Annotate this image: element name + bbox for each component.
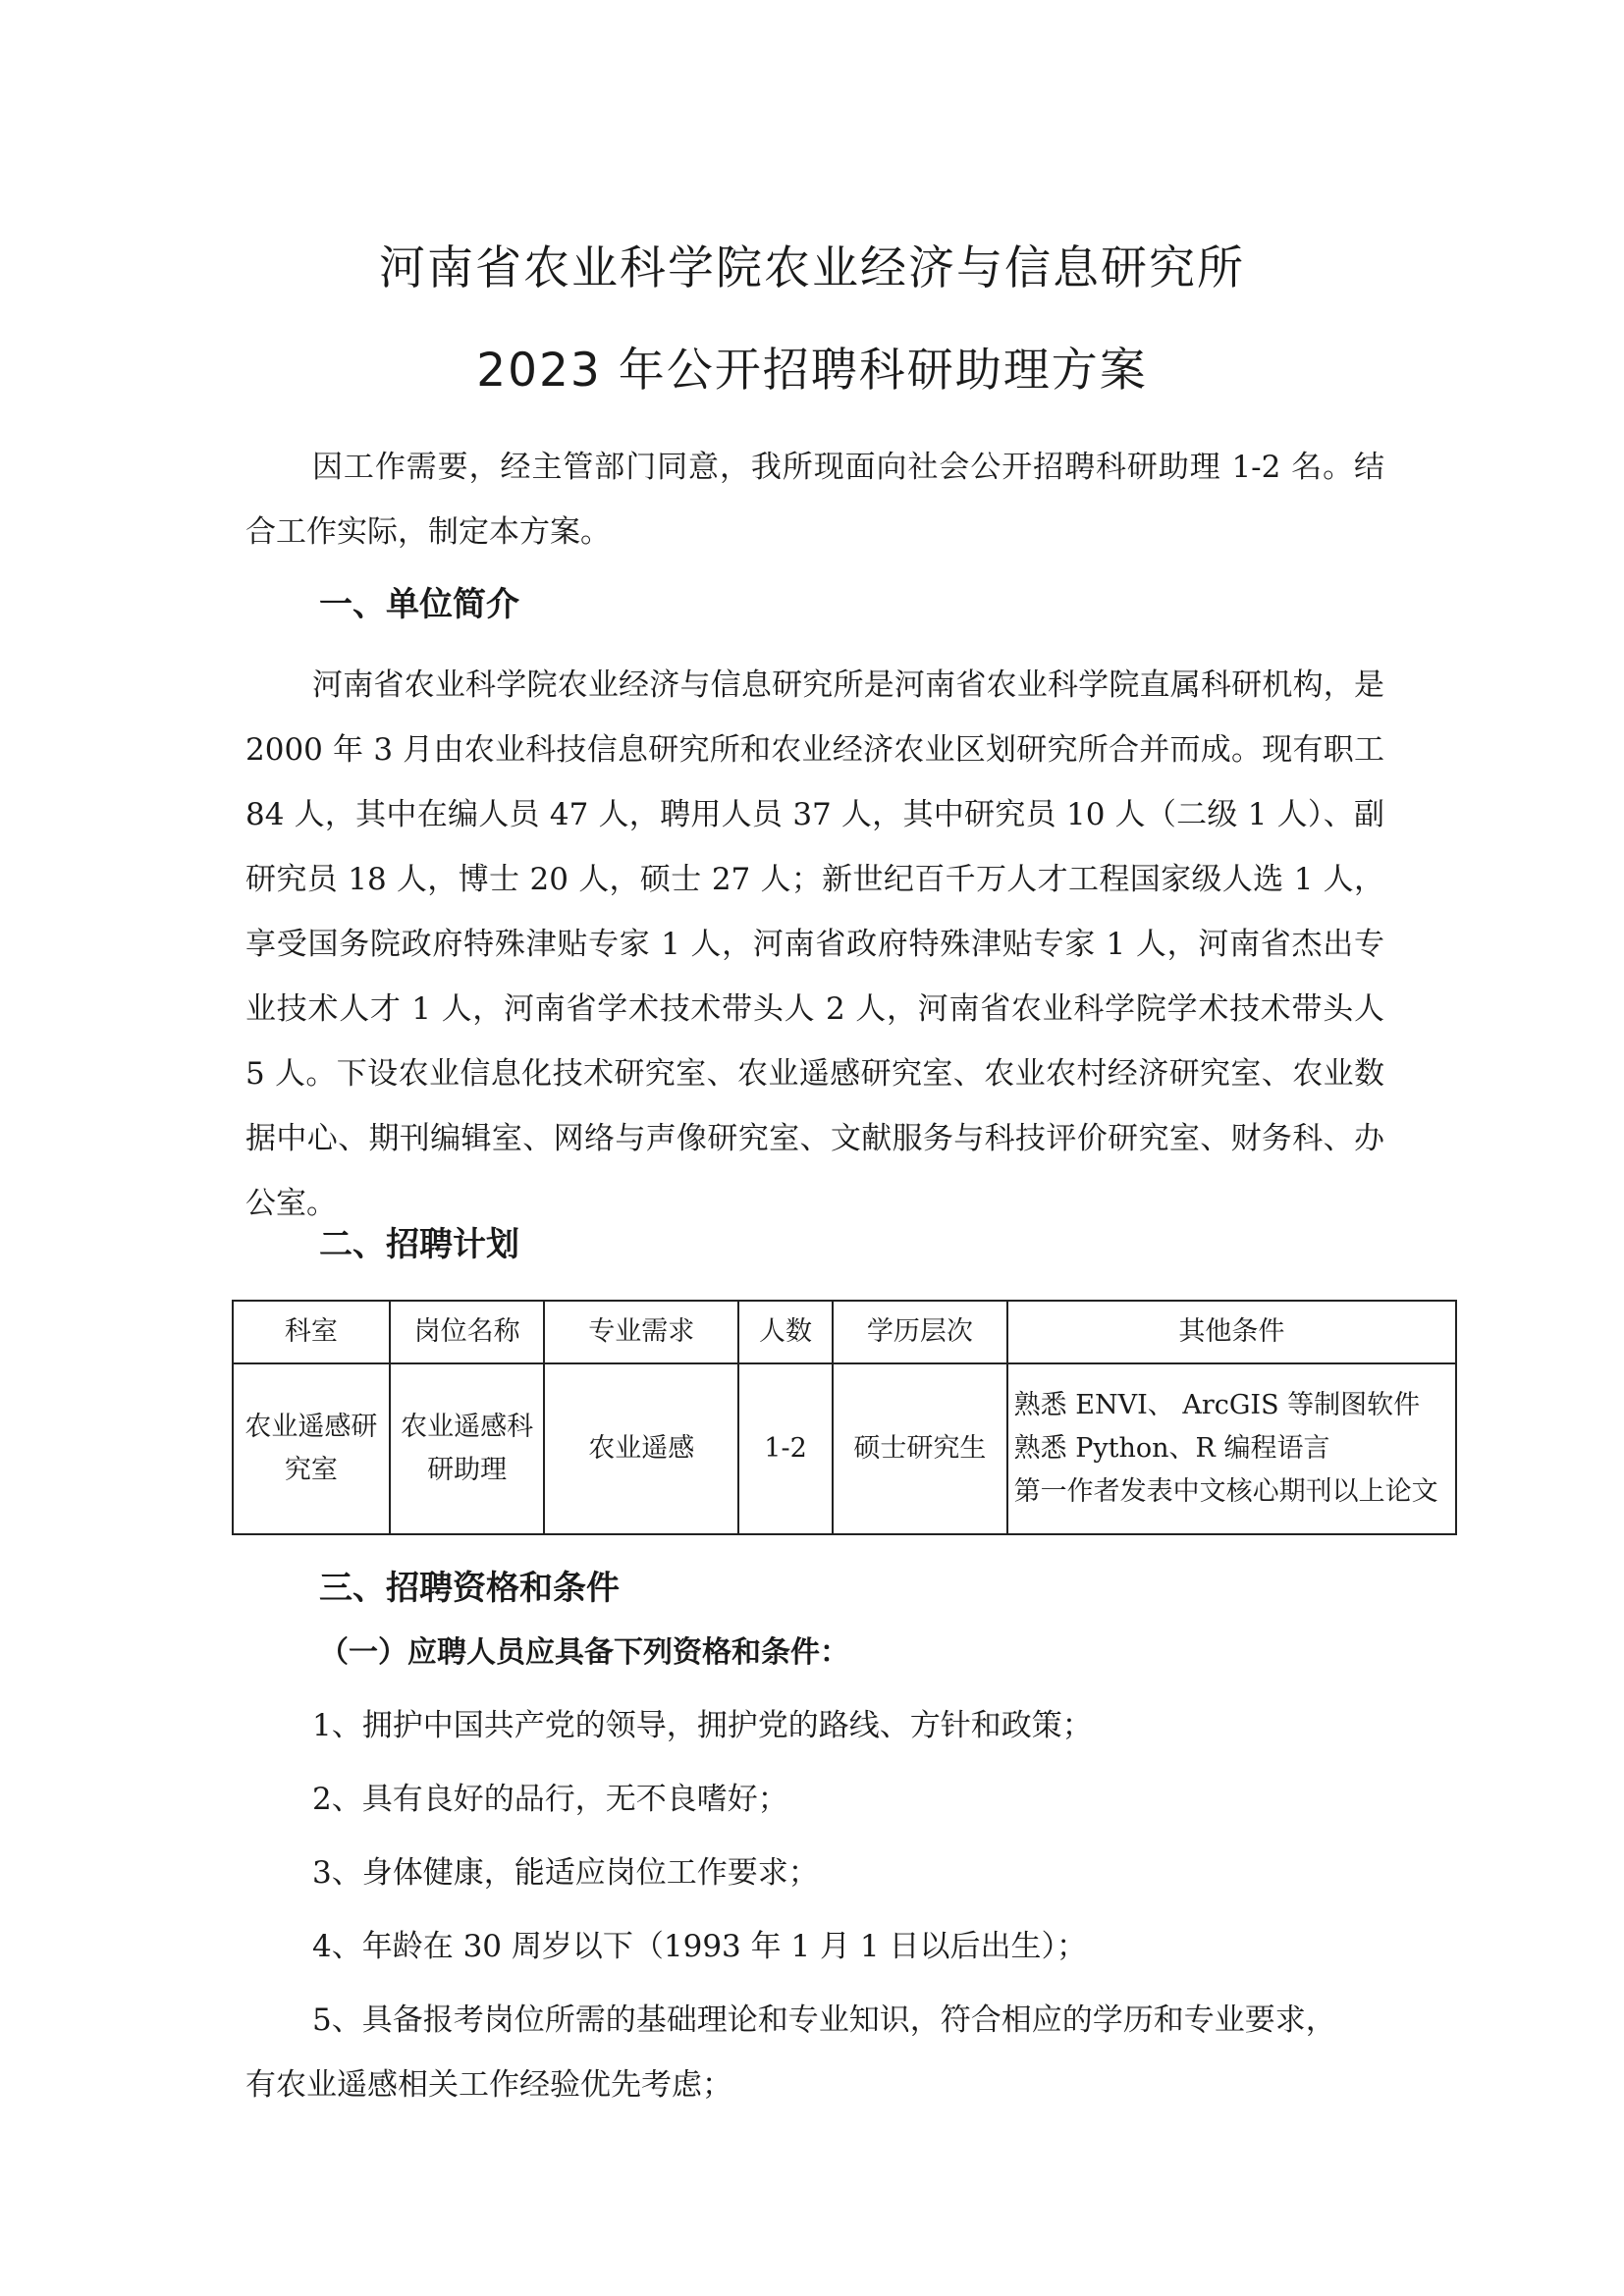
table-cell-conditions [1007, 1363, 1456, 1534]
qualification-item: 3、身体健康，能适应岗位工作要求； [312, 1855, 819, 1891]
qualification-item: 5、具备报考岗位所需的基础理论和专业知识，符合相应的学历和专业要求， [312, 2002, 1336, 2038]
table-row [233, 1363, 1456, 1534]
table-header-conditions: 其他条件 [1007, 1301, 1456, 1363]
section-heading-recruit-plan: 二、招聘计划 [319, 1225, 519, 1264]
table-cell-dept: 农业遥感研究室 [233, 1363, 390, 1534]
unit-intro-paragraph: 河南省农业科学院农业经济与信息研究所是河南省农业科学院直属科研机构，是 2000 年 3 月由农业科技信息研究所和农业经济农业区划研究所合并而成。现有职工 84 人，其中在编人员 47 人，聘用人员 37 人，其中研究员 10 人（二级 1 人）、副研究员 18 人，博士 20 人，硕士 27 人；新世纪百千万人才工程国家级人选 1 人，享受国务院政府特殊津贴专家 1 人，河南省政府特殊津贴专家 1 人，河南省杰出专业技术人才 1 人，河南省学术技术带头人 2 人，河南省农业科学院学术技术带头人 5 人。下设农业信息化技术研究室、农业遥感研究室、农业农村经济研究室、农业数据中心、期刊编辑室、网络与声像研究室、文献服务与科技评价研究室、财务科、办公室。 [245, 667, 1384, 1221]
qualification-item: 2、具有良好的品行，无不良嗜好； [312, 1782, 788, 1817]
qualification-item: 1、拥护中国共产党的领导，拥护党的路线、方针和政策； [312, 1708, 1093, 1743]
table-cell-position: 农业遥感科研助理 [390, 1363, 545, 1534]
table-header-position: 岗位名称 [390, 1301, 545, 1363]
table-header-dept: 科室 [233, 1301, 390, 1363]
table-cell-major: 农业遥感 [544, 1363, 738, 1534]
table-header-major: 专业需求 [544, 1301, 738, 1363]
table-header-education: 学历层次 [833, 1301, 1007, 1363]
document-title-line2: 2023 年公开招聘科研助理方案 [476, 344, 1148, 398]
qualification-item-continuation: 有农业遥感相关工作经验优先考虑； [245, 2067, 732, 2103]
table-header-row [233, 1301, 1456, 1363]
intro-paragraph: 因工作需要，经主管部门同意，我所现面向社会公开招聘科研助理 1-2 名。结合工作实际，制定本方案。 [245, 450, 1384, 550]
table-cell-education: 硕士研究生 [833, 1363, 1007, 1534]
qualification-item: 4、年龄在 30 周岁以下（1993 年 1 月 1 日以后出生）； [312, 1929, 1087, 1964]
recruitment-plan-table [232, 1300, 1457, 1535]
condition-line: 熟悉 ENVI、 ArcGIS 等制图软件 [1013, 1390, 1421, 1420]
table-cell-count: 1-2 [738, 1363, 833, 1534]
table-header-count: 人数 [738, 1301, 833, 1363]
condition-line: 第一作者发表中文核心期刊以上论文 [1013, 1476, 1438, 1507]
section-heading-qualifications: 三、招聘资格和条件 [319, 1569, 620, 1608]
document-title-line1: 河南省农业科学院农业经济与信息研究所 [379, 241, 1245, 295]
qualifications-sub-heading: （一）应聘人员应具备下列资格和条件： [319, 1635, 849, 1670]
condition-line: 熟悉 Python、R 编程语言 [1013, 1433, 1330, 1464]
section-heading-unit-intro: 一、单位简介 [319, 585, 519, 624]
